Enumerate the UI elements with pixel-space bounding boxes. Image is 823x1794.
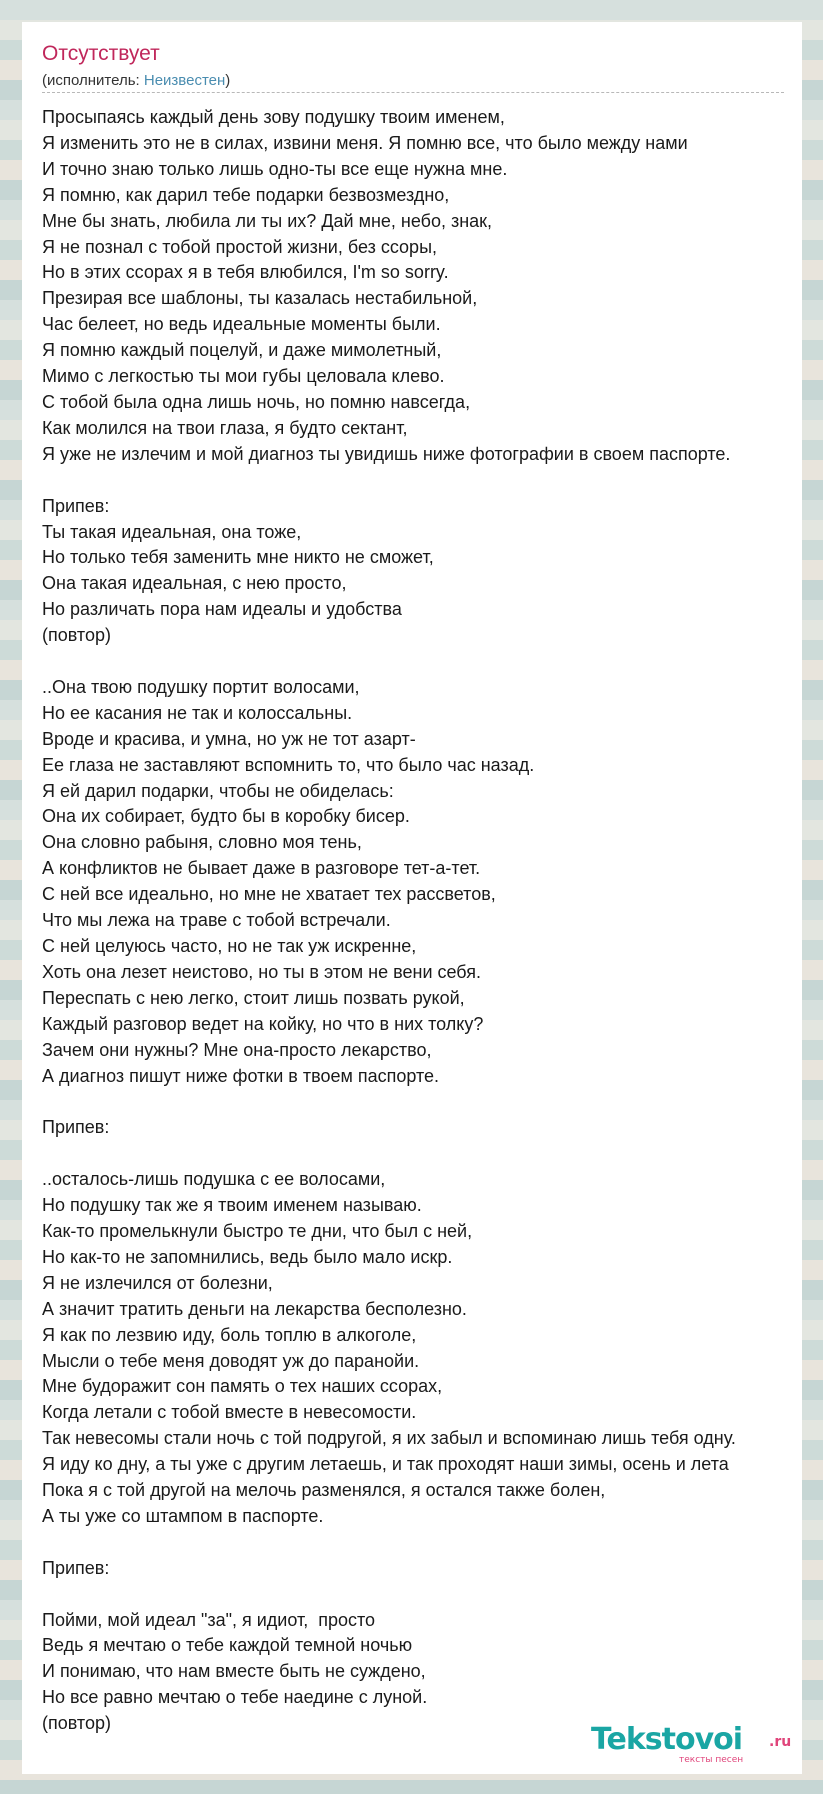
artist-prefix: (исполнитель:	[42, 72, 144, 89]
artist-link[interactable]: Неизвестен	[143, 72, 226, 89]
artist-suffix: )	[225, 72, 231, 89]
title-divider	[42, 92, 784, 93]
lyrics-text: Просыпаясь каждый день зову подушку твоим именем, Я изменить это не в силах, извини меня. Я помню все, что было между нами И точно знаю только лишь одно-ты все еще нужна мне. Я помню, как дарил тебе подарки безвозмездно, Мне бы знать, любила ли ты их? Дай мне, небо, знак, Я не познал с тобой простой жизни, без ссоры, Но в этих ссорах я в тебя влюбился, I'm so sorry. Презирая все шаблоны, ты казалась нестабильной, Час белеет, но ведь идеальные моменты были. Я помню каждый поцелуй, и даже мимолетный, Мимо с легкостью ты мои губы целовала клево. С тобой была одна лишь ночь, но помню навсегда, Как молился на твои глаза, я будто сектант, Я уже не излечим и мой диагноз ты увидишь ниже фотографии в своем паспорте. Припев: Ты такая идеальная, она тоже, Но только тебя заменить мне никто не сможет, Она такая идеальная, с нею просто, Но различать пора нам идеалы и удобства (повтор) ..Она твою подушку портит волосами, Но ее касания не так и колоссальны. Вроде и красива, и умна, но уж не тот азарт- Ее глаза не заставляют вспомнить то, что было час назад. Я ей дарил подарки, чтобы не обиделась: Она их собирает, будто бы в коробку бисер. Она словно рабыня, словно моя тень, А конфликтов не бывает даже в разговоре тет-а-тет. С ней все идеально, но мне не хватает тех рассветов, Что мы лежа на траве с тобой встречали. С ней целуюсь часто, но не так уж искренне, Хоть она лезет неистово, но ты в этом не вени себя. Переспать с нею легко, стоит лишь позвать рукой, Каждый разговор ведет на койку, но что в них толку? Зачем они нужны? Мне она-просто лекарство, А диагноз пишут ниже фотки в твоем паспорте. Припев: ..осталось-лишь подушка с ее волосами, Но подушку так же я твоим именем называю. Как-то промелькнули быстро те дни, что был с ней, Но как-то не запомнились, ведь было мало искр. Я не излечился от болезни, А значит тратить деньги на лекарства бесполезно. Я как по лезвию иду, боль топлю в алкоголе, Мысли о тебе меня доводят уж до паранойи. Мне будоражит сон память о тех наших ссорах, Когда летали с тобой вместе в невесомости. Так невесомы стали ночь с той подругой, я их забыл и вспоминаю лишь тебя одну. Я иду ко дну, а ты уже с другим летаешь, и так проходят наши зимы, осень и лета Пока я с той другой на мелочь разменялся, я остался также болен, А ты уже со штампом в паспорте. Припев: Пойми, мой идеал "за", я идиот, просто Ведь я мечтаю о тебе каждой темной ночью И понимаю, что нам вместе быть не суждено, Но все равно мечтаю о тебе наедине с луной. (повтор)	[42, 107, 736, 1734]
artist-line	[42, 72, 230, 89]
logo-tld: .ru	[769, 1734, 792, 1750]
lyrics-card	[22, 22, 802, 1774]
logo-name: Tekstovoi	[591, 1722, 743, 1757]
logo-tagline: тексты песен	[679, 1755, 744, 1765]
site-logo[interactable]	[591, 1722, 796, 1766]
song-title: Отсутствует	[42, 42, 160, 65]
